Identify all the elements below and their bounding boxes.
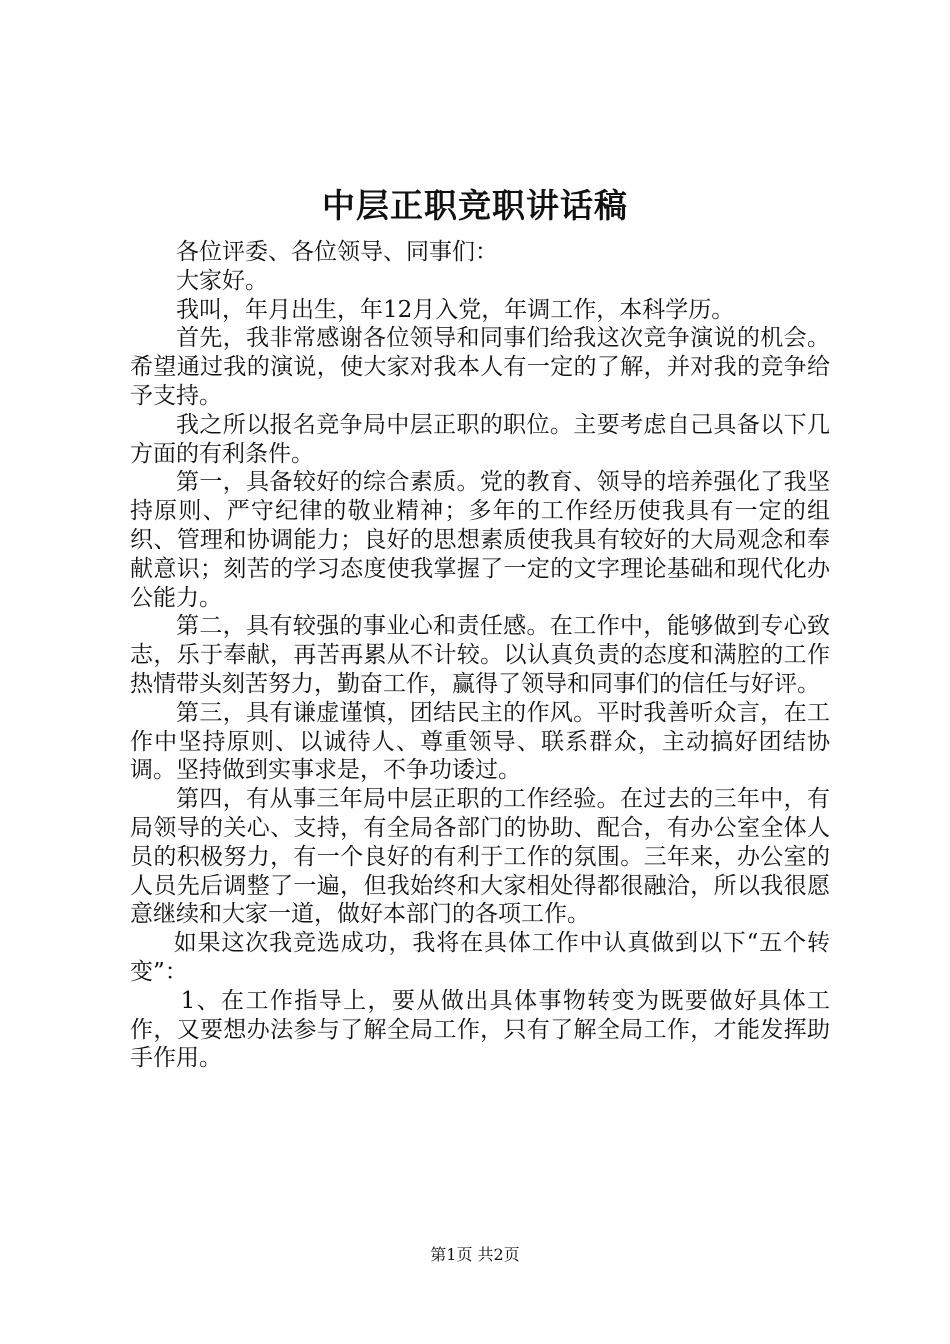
paragraph-reason: 我之所以报名竞争局中层正职的职位。主要考虑自己具备以下几方面的有利条件。 <box>130 411 830 467</box>
paragraph-second-condition: 第二，具有较强的事业心和责任感。在工作中，能够做到专心致志，乐于奉献，再苦再累从不计较。以认真负责的态度和满腔的工作热情带头刻苦努力，勤奋工作，赢得了领导和同事们的信任与好评。 <box>130 613 830 697</box>
paragraph-self-intro: 我叫，年月出生，年12月入党，年调工作，本科学历。 <box>176 296 735 323</box>
paragraph-salutation: 各位评委、各位领导、同事们： <box>176 239 498 265</box>
paragraph-third-condition: 第三，具有谦虚谨慎，团结民主的作风。平时我善听众言，在工作中坚持原则、以诚待人、尊重领导、联系群众，主动搞好团结协调。坚持做到实事求是，不争功诿过。 <box>130 699 830 784</box>
paragraph-thanks: 首先，我非常感谢各位领导和同事们给我这次竞争演说的机会。希望通过我的演说，使大家对我本人有一定的了解，并对我的竞争给予支持。 <box>130 325 830 409</box>
document-body <box>130 238 830 1073</box>
paragraph-change-1: 1、在工作指导上，要从做出具体事物转变为既要做好具体工作，又要想办法参与了解全局工作，只有了解全局工作，才能发挥助手作用。 <box>130 987 830 1072</box>
paragraph-first-condition: 第一，具备较好的综合素质。党的教育、领导的培养强化了我坚持原则、严守纪律的敬业精神；多年的工作经历使我具有一定的组织、管理和协调能力；良好的思想素质使我具有较好的大局观念和奉献意识；刻苦的学习态度使我掌握了一定的文字理论基础和现代化办公能力。 <box>130 469 830 611</box>
paragraph-five-changes-intro: 如果这次我竞选成功，我将在具体工作中认真做到以下“五个转变”： <box>130 930 830 985</box>
paragraph-fourth-condition: 第四，有从事三年局中层正职的工作经验。在过去的三年中，有局领导的关心、支持，有全局各部门的协助、配合，有办公室全体人员的积极努力，有一个良好的有利于工作的氛围。三年来，办公室的人员先后调整了一遍，但我始终和大家相处得都很融洽，所以我很愿意继续和大家一道，做好本部门的各项工作。 <box>130 786 830 928</box>
paragraph-greeting: 大家好。 <box>176 267 268 294</box>
page-indicator: 第1页 共2页 <box>430 1245 520 1264</box>
document-title: 中层正职竞职讲话稿 <box>322 186 628 225</box>
